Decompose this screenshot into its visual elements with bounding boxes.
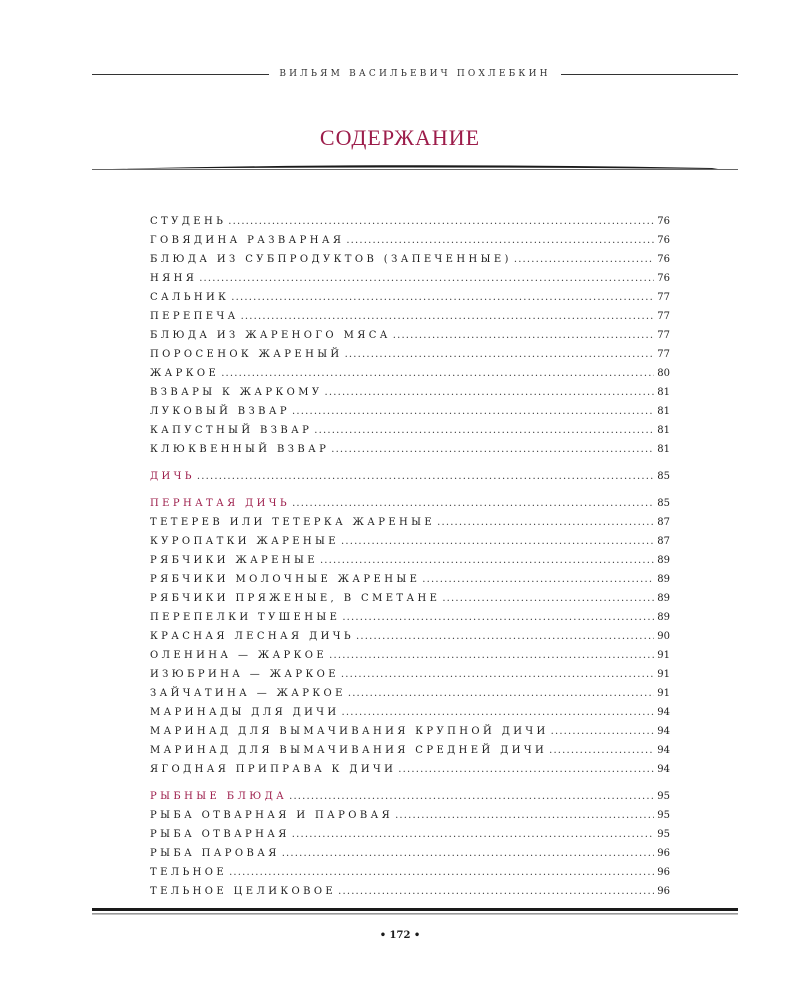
toc-entry-label: ДИЧЬ bbox=[150, 471, 195, 482]
page-number: • 172 • bbox=[379, 930, 421, 941]
toc-leader-dots bbox=[314, 421, 654, 440]
toc-entry-label: РЫБНЫЕ БЛЮДА bbox=[150, 791, 288, 802]
toc-entry[interactable] bbox=[150, 551, 670, 570]
toc-entry-label: КУРОПАТКИ ЖАРЕНЫЕ bbox=[150, 536, 339, 547]
toc-page-number: 81 bbox=[657, 387, 670, 398]
toc-entry[interactable] bbox=[150, 269, 670, 288]
toc-leader-dots bbox=[549, 741, 654, 760]
running-head-rule-left bbox=[92, 74, 269, 75]
toc-entry-label: ЛУКОВЫЙ ВЗВАР bbox=[150, 406, 291, 417]
toc-entry[interactable] bbox=[150, 383, 670, 402]
toc-page-number: 76 bbox=[657, 273, 670, 284]
toc-page-number: 89 bbox=[657, 574, 670, 585]
toc-leader-dots bbox=[395, 806, 654, 825]
toc-leader-dots bbox=[292, 402, 654, 421]
toc-page-number: 80 bbox=[657, 368, 670, 379]
toc-page-number: 81 bbox=[657, 444, 670, 455]
toc-entry-label: БЛЮДА ИЗ ЖАРЕНОГО МЯСА bbox=[150, 330, 391, 341]
toc-entry-label: ВЗВАРЫ К ЖАРКОМУ bbox=[150, 387, 323, 398]
toc-page-number: 85 bbox=[657, 471, 670, 482]
toc-entry[interactable] bbox=[150, 421, 670, 440]
footer-rule bbox=[92, 907, 738, 917]
toc-leader-dots bbox=[342, 703, 655, 722]
toc-page-number: 89 bbox=[657, 612, 670, 623]
toc-entry[interactable] bbox=[150, 627, 670, 646]
toc-page-number: 87 bbox=[657, 517, 670, 528]
toc-leader-dots bbox=[241, 307, 655, 326]
toc-entry[interactable] bbox=[150, 212, 670, 231]
toc-page-number: 76 bbox=[657, 216, 670, 227]
toc-page-number: 90 bbox=[657, 631, 670, 642]
toc-entry[interactable] bbox=[150, 684, 670, 703]
toc-page-number: 81 bbox=[657, 425, 670, 436]
toc-page-number: 96 bbox=[657, 848, 670, 859]
toc-entry[interactable] bbox=[150, 608, 670, 627]
toc-page-number: 96 bbox=[657, 867, 670, 878]
toc-page-number: 81 bbox=[657, 406, 670, 417]
toc-entry[interactable] bbox=[150, 863, 670, 882]
toc-entry-label: ПЕРНАТАЯ ДИЧЬ bbox=[150, 498, 291, 509]
toc-leader-dots bbox=[292, 825, 655, 844]
toc-leader-dots bbox=[437, 513, 654, 532]
toc-page-number: 91 bbox=[657, 669, 670, 680]
toc-entry[interactable] bbox=[150, 345, 670, 364]
toc-entry-label: ОЛЕНИНА — ЖАРКОЕ bbox=[150, 650, 328, 661]
toc-entry[interactable] bbox=[150, 250, 670, 269]
toc-entry[interactable] bbox=[150, 760, 670, 779]
toc-section-heading[interactable] bbox=[150, 787, 670, 806]
toc-leader-dots bbox=[551, 722, 655, 741]
toc-entry-label: ТЕЛЬНОЕ bbox=[150, 867, 228, 878]
toc-leader-dots bbox=[345, 345, 655, 364]
toc-leader-dots bbox=[341, 665, 654, 684]
toc-entry[interactable] bbox=[150, 589, 670, 608]
toc-entry[interactable] bbox=[150, 307, 670, 326]
toc-entry-label: ТЕТЕРЕВ ИЛИ ТЕТЕРКА ЖАРЕНЫЕ bbox=[150, 517, 436, 528]
toc-leader-dots bbox=[231, 288, 654, 307]
toc-page-number: 76 bbox=[657, 254, 670, 265]
toc-leader-dots bbox=[348, 684, 654, 703]
toc-page-number: 91 bbox=[657, 650, 670, 661]
toc-leader-dots bbox=[329, 646, 654, 665]
toc-leader-dots bbox=[292, 494, 654, 513]
toc-leader-dots bbox=[199, 269, 654, 288]
toc-leader-dots bbox=[514, 250, 654, 269]
toc-leader-dots bbox=[342, 608, 654, 627]
toc-entry-label: ЖАРКОЕ bbox=[150, 368, 220, 379]
toc-entry-label: САЛЬНИК bbox=[150, 292, 230, 303]
toc-entry-label: МАРИНАД ДЛЯ ВЫМАЧИВАНИЯ СРЕДНЕЙ ДИЧИ bbox=[150, 745, 548, 756]
group-spacer bbox=[150, 779, 670, 787]
toc-page-number: 89 bbox=[657, 555, 670, 566]
toc-leader-dots bbox=[320, 551, 654, 570]
toc-entry-label: КЛЮКВЕННЫЙ ВЗВАР bbox=[150, 444, 330, 455]
toc-entry-label: РЯБЧИКИ МОЛОЧНЫЕ ЖАРЕНЫЕ bbox=[150, 574, 421, 585]
toc-page-number: 77 bbox=[657, 330, 670, 341]
toc-entry[interactable] bbox=[150, 570, 670, 589]
toc-entry-label: ИЗЮБРИНА — ЖАРКОЕ bbox=[150, 669, 339, 680]
toc-entry-label: МАРИНАД ДЛЯ ВЫМАЧИВАНИЯ КРУПНОЙ ДИЧИ bbox=[150, 726, 549, 737]
toc-entry-label: РЫБА ПАРОВАЯ bbox=[150, 848, 280, 859]
toc-entry[interactable] bbox=[150, 326, 670, 345]
toc-entry[interactable] bbox=[150, 844, 670, 863]
toc-entry-label: БЛЮДА ИЗ СУБПРОДУКТОВ (ЗАПЕЧЕННЫЕ) bbox=[150, 254, 512, 265]
group-spacer bbox=[150, 486, 670, 494]
toc-entry-label: ПОРОСЕНОК ЖАРЕНЫЙ bbox=[150, 349, 343, 360]
toc-page-number: 94 bbox=[657, 745, 670, 756]
table-of-contents bbox=[150, 212, 670, 901]
title-ornamental-rule bbox=[92, 163, 738, 175]
page-title: СОДЕРЖАНИЕ bbox=[319, 125, 481, 150]
toc-entry[interactable] bbox=[150, 646, 670, 665]
toc-leader-dots bbox=[331, 440, 654, 459]
toc-leader-dots bbox=[398, 760, 654, 779]
toc-entry-label: СТУДЕНЬ bbox=[150, 216, 227, 227]
toc-leader-dots bbox=[341, 532, 654, 551]
toc-entry-label: ТЕЛЬНОЕ ЦЕЛИКОВОЕ bbox=[150, 886, 337, 897]
toc-leader-dots bbox=[442, 589, 654, 608]
toc-leader-dots bbox=[228, 212, 654, 231]
toc-entry-label: ЯГОДНАЯ ПРИПРАВА К ДИЧИ bbox=[150, 764, 397, 775]
toc-page-number: 77 bbox=[657, 311, 670, 322]
toc-entry[interactable] bbox=[150, 440, 670, 459]
toc-entry-label: РЯБЧИКИ ЖАРЕНЫЕ bbox=[150, 555, 318, 566]
toc-page-number: 95 bbox=[657, 810, 670, 821]
group-spacer bbox=[150, 459, 670, 467]
toc-entry[interactable] bbox=[150, 288, 670, 307]
toc-entry[interactable] bbox=[150, 665, 670, 684]
toc-page-number: 77 bbox=[657, 292, 670, 303]
toc-entry-label: ГОВЯДИНА РАЗВАРНАЯ bbox=[150, 235, 345, 246]
toc-entry-label: НЯНЯ bbox=[150, 273, 198, 284]
toc-page-number: 94 bbox=[657, 764, 670, 775]
toc-entry[interactable] bbox=[150, 402, 670, 421]
toc-entry[interactable] bbox=[150, 882, 670, 901]
toc-section-heading[interactable] bbox=[150, 467, 670, 486]
author-name: ВИЛЬЯМ ВАСИЛЬЕВИЧ ПОХЛЕБКИН bbox=[279, 69, 551, 79]
toc-page-number: 87 bbox=[657, 536, 670, 547]
toc-leader-dots bbox=[346, 231, 654, 250]
toc-page-number: 95 bbox=[657, 791, 670, 802]
toc-leader-dots bbox=[289, 787, 654, 806]
toc-leader-dots bbox=[325, 383, 655, 402]
toc-page-number: 91 bbox=[657, 688, 670, 699]
toc-entry[interactable] bbox=[150, 231, 670, 250]
toc-entry[interactable] bbox=[150, 722, 670, 741]
toc-entry[interactable] bbox=[150, 532, 670, 551]
toc-page-number: 85 bbox=[657, 498, 670, 509]
running-head bbox=[92, 66, 738, 82]
toc-leader-dots bbox=[282, 844, 655, 863]
running-head-rule-right bbox=[561, 74, 738, 75]
toc-page-number: 76 bbox=[657, 235, 670, 246]
toc-leader-dots bbox=[393, 326, 655, 345]
toc-page-number: 77 bbox=[657, 349, 670, 360]
toc-leader-dots bbox=[338, 882, 654, 901]
toc-entry[interactable] bbox=[150, 703, 670, 722]
toc-page-number: 89 bbox=[657, 593, 670, 604]
toc-entry-label: МАРИНАДЫ ДЛЯ ДИЧИ bbox=[150, 707, 340, 718]
toc-entry-label: ПЕРЕПЕЧА bbox=[150, 311, 239, 322]
toc-leader-dots bbox=[356, 627, 654, 646]
toc-page-number: 94 bbox=[657, 726, 670, 737]
toc-section-heading[interactable] bbox=[150, 494, 670, 513]
toc-entry-label: РЫБА ОТВАРНАЯ bbox=[150, 829, 290, 840]
toc-entry-label: КРАСНАЯ ЛЕСНАЯ ДИЧЬ bbox=[150, 631, 355, 642]
toc-leader-dots bbox=[221, 364, 654, 383]
toc-leader-dots bbox=[422, 570, 654, 589]
toc-entry-label: ЗАЙЧАТИНА — ЖАРКОЕ bbox=[150, 688, 346, 699]
toc-entry-label: РЫБА ОТВАРНАЯ И ПАРОВАЯ bbox=[150, 810, 394, 821]
toc-page-number: 94 bbox=[657, 707, 670, 718]
toc-leader-dots bbox=[229, 863, 654, 882]
toc-page-number: 95 bbox=[657, 829, 670, 840]
toc-entry-label: РЯБЧИКИ ПРЯЖЕНЫЕ, В СМЕТАНЕ bbox=[150, 593, 441, 604]
toc-leader-dots bbox=[197, 467, 654, 486]
toc-entry[interactable] bbox=[150, 806, 670, 825]
toc-entry[interactable] bbox=[150, 741, 670, 760]
toc-entry-label: КАПУСТНЫЙ ВЗВАР bbox=[150, 425, 313, 436]
toc-entry-label: ПЕРЕПЕЛКИ ТУШЕНЫЕ bbox=[150, 612, 341, 623]
toc-entry[interactable] bbox=[150, 825, 670, 844]
toc-page-number: 96 bbox=[657, 886, 670, 897]
toc-entry[interactable] bbox=[150, 364, 670, 383]
toc-entry[interactable] bbox=[150, 513, 670, 532]
